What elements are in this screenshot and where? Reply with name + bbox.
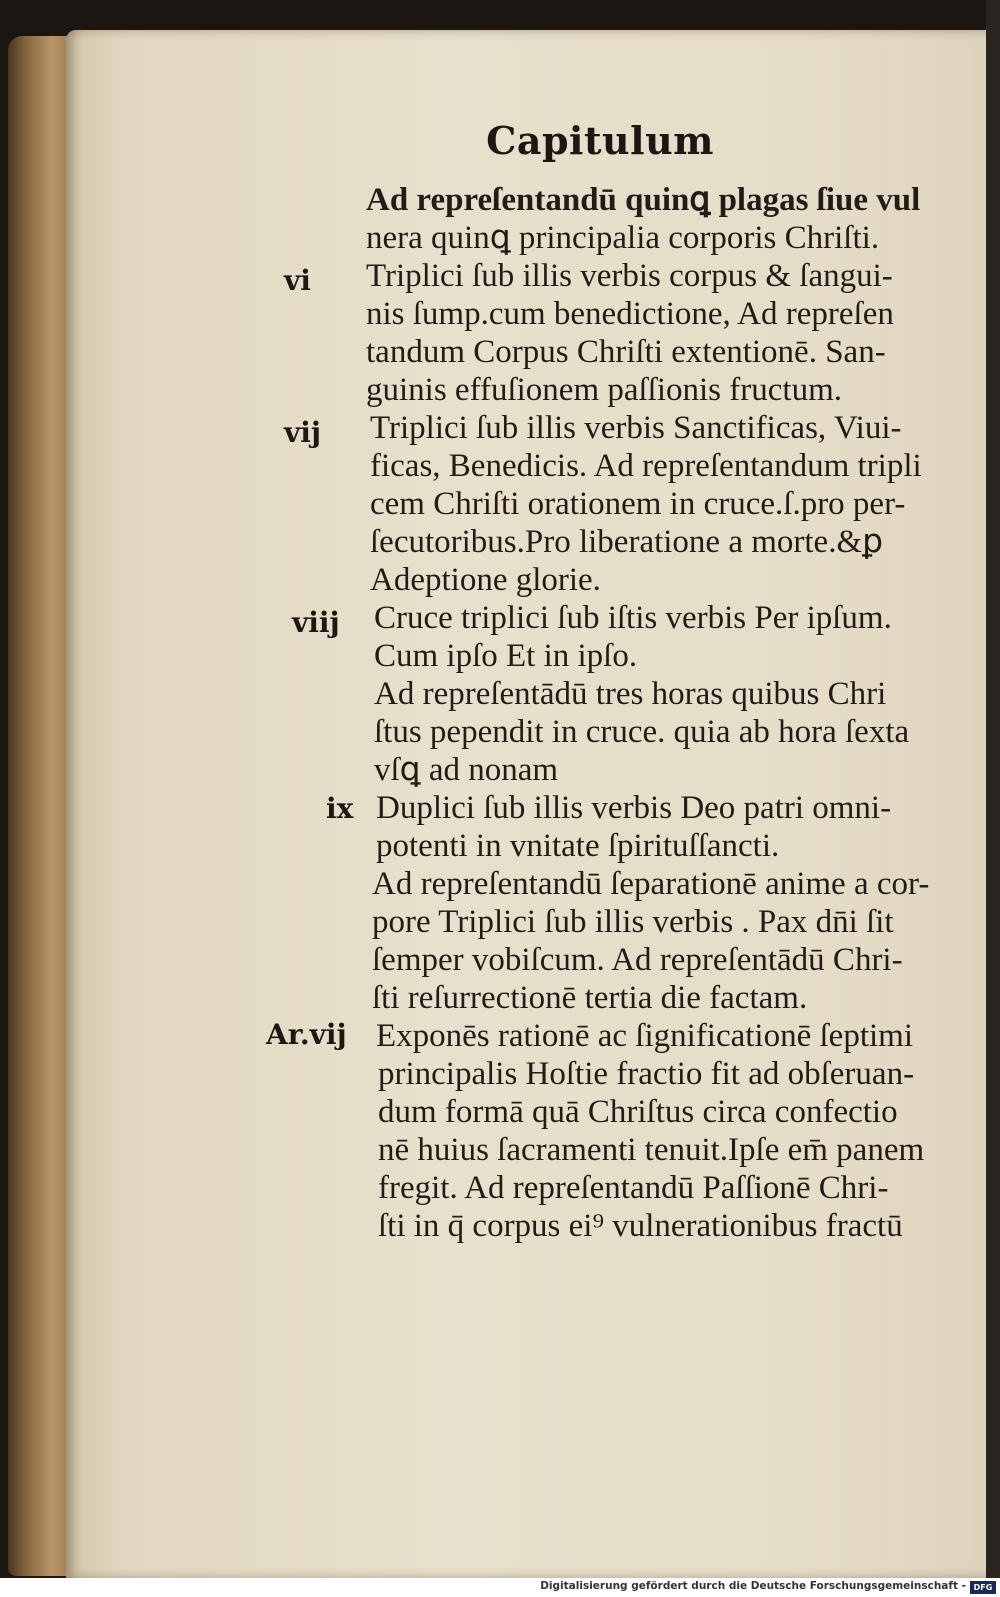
margin-numeral-ar: Ar.vij xyxy=(266,1018,347,1051)
dfg-logo: DFG xyxy=(970,1581,996,1594)
text-line: ficas, Benedicis. Ad repreſentandum tripli xyxy=(370,448,922,484)
text-line: fregit. Ad repreſentandū Paſſionē Chri- xyxy=(378,1170,889,1206)
text-line: tandum Corpus Chriſti extentionē. San- xyxy=(366,334,886,370)
text-line: ſtus pependit in cruce. quia ab hora ſexta xyxy=(374,714,910,750)
text-line: ſti reſurrectionē tertia die factam. xyxy=(372,980,808,1016)
footer-bar xyxy=(0,1578,1000,1597)
text-line: nis ſump.cum benedictione, Ad repreſen xyxy=(366,296,894,332)
text-line: Cruce triplici ſub iſtis verbis Per ipſum. xyxy=(374,600,892,636)
page-heading: Capitulum xyxy=(486,118,714,163)
text-line: ſti in q̄ corpus ei⁹ vulnerationibus fractū xyxy=(378,1208,903,1244)
text-line: principalis Hoſtie fractio fit ad obſeruan- xyxy=(378,1056,915,1092)
text-line: Triplici ſub illis verbis Sanctificas, Viui- xyxy=(370,410,902,446)
text-line: nē huius ſacramenti tenuit.Ipſe em̄ panem xyxy=(378,1132,925,1168)
text-line: Adeptione glorie. xyxy=(370,562,601,598)
margin-numeral-9: ix xyxy=(326,792,354,825)
text-line: nera quinꝗ principalia corporis Chriſti. xyxy=(366,220,880,256)
margin-numeral-8: viij xyxy=(292,606,340,639)
text-line: vſꝗ ad nonam xyxy=(374,752,559,788)
text-line: Duplici ſub illis verbis Deo patri omni- xyxy=(376,790,892,826)
text-line: pore Triplici ſub illis verbis . Pax dn̄i ſit xyxy=(372,904,894,940)
text-line: Ad repreſentandū quinꝗ plagas ſiue vul xyxy=(366,182,921,218)
margin-numeral-6: vi xyxy=(284,264,311,297)
text-line: ſemper vobiſcum. Ad repreſentādū Chri- xyxy=(372,942,903,978)
text-line: Ad repreſentādū tres horas quibus Chri xyxy=(374,676,887,712)
text-line: Triplici ſub illis verbis corpus & ſangui- xyxy=(366,258,893,294)
text-line: dum formā quā Chriſtus circa confectio xyxy=(378,1094,898,1130)
text-line: Exponēs rationē ac ſignificationē ſeptimi xyxy=(376,1018,913,1054)
margin-numeral-7: vij xyxy=(284,416,322,449)
text-line: guinis effuſionem paſſionis fructum. xyxy=(366,372,842,408)
text-line: cem Chriſti orationem in cruce.ſ.pro per- xyxy=(370,486,906,522)
scan-border xyxy=(986,0,1000,1578)
text-line: Ad repreſentandū ſeparationē anime a cor- xyxy=(372,866,930,902)
text-line: ſecutoribus.Pro liberatione a morte.&ꝑ xyxy=(370,524,884,560)
footer-credit: Digitalisierung gefördert durch die Deutsche Forschungsgemeinschaft - xyxy=(540,1580,966,1592)
text-line: Cum ipſo Et in ipſo. xyxy=(374,638,638,674)
text-line: potenti in vnitate ſpirituſſancti. xyxy=(376,828,780,864)
